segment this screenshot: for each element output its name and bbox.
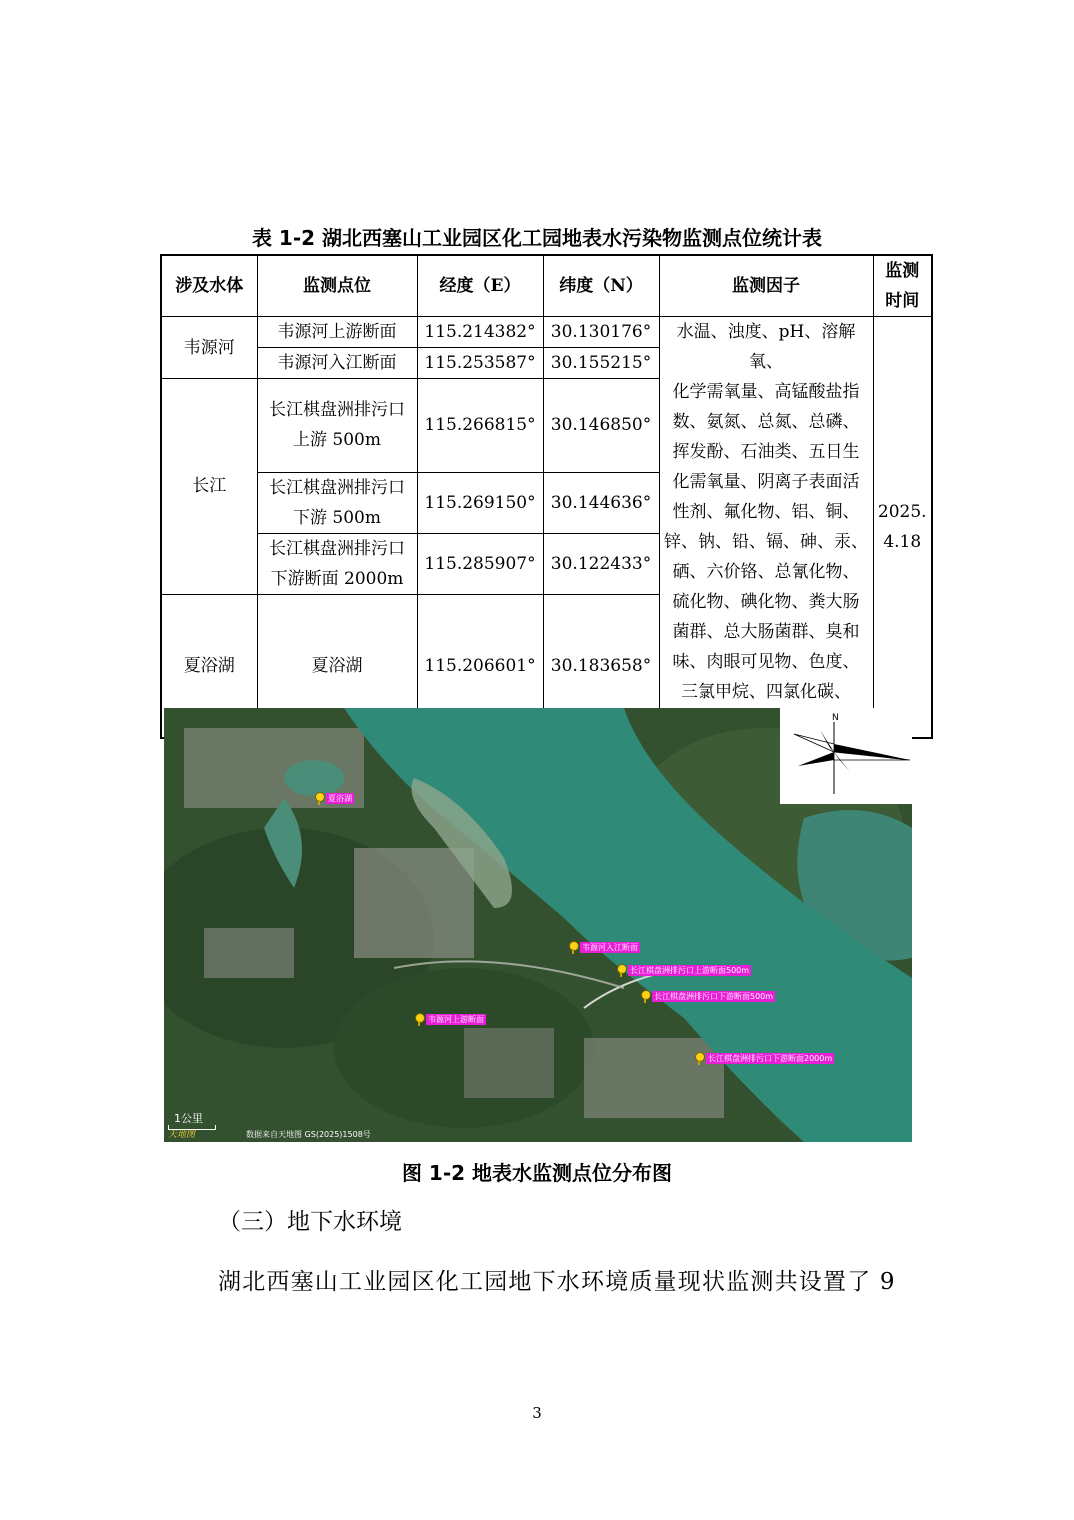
marker-yangtze-downstream-500m[interactable]: 长江棋盘洲排污口下游断面500m xyxy=(640,990,775,1003)
table-title: 表 1-2 湖北西塞山工业园区化工园地表水污染物监测点位统计表 xyxy=(251,226,823,250)
header-time: 监测 时间 xyxy=(873,255,932,317)
page-number: 3 xyxy=(532,1404,542,1422)
satellite-map xyxy=(164,708,912,1142)
latitude-cell: 30.146850° xyxy=(543,379,659,473)
header-latitude: 纬度（N） xyxy=(543,255,659,317)
table-header-row xyxy=(161,255,932,317)
map-credit: 数据来自天地图 GS(2025)1508号 xyxy=(246,1130,371,1139)
header-factors: 监测因子 xyxy=(659,255,873,317)
pin-icon xyxy=(694,1052,704,1065)
table-row xyxy=(161,317,932,348)
site-cell: 夏浴湖 xyxy=(257,594,417,738)
marker-yangtze-upstream-500m[interactable]: 长江棋盘洲排污口上游断面500m xyxy=(616,964,751,977)
water-body-cell: 夏浴湖 xyxy=(161,594,257,738)
marker-yangtze-downstream-2000m[interactable]: 长江棋盘洲排污口下游断面2000m xyxy=(694,1052,834,1065)
water-body-cell: 韦源河 xyxy=(161,317,257,379)
site-cell: 长江棋盘洲排污口 下游断面 2000m xyxy=(257,533,417,594)
latitude-cell: 30.130176° xyxy=(543,317,659,348)
section-heading: （三）地下水环境 xyxy=(218,1209,402,1235)
header-longitude: 经度（E） xyxy=(417,255,543,317)
latitude-cell: 30.155215° xyxy=(543,348,659,379)
longitude-cell: 115.214382° xyxy=(417,317,543,348)
longitude-cell: 115.266815° xyxy=(417,379,543,473)
pin-icon xyxy=(314,792,324,805)
map-scale-label: 1公里 xyxy=(174,1112,203,1125)
site-cell: 长江棋盘洲排污口 上游 500m xyxy=(257,379,417,473)
latitude-cell: 30.144636° xyxy=(543,472,659,533)
factors-cell: 水温、浊度、pH、溶解氧、 化学需氧量、高锰酸盐指 数、氨氮、总氮、总磷、 挥发酚、石油类、五日生 化需氧量、阴离子表面活 性剂、氟化物、铝、铜、 锌、钠、铅、镉、砷、汞、 硒、六价铬、总氰化物、 硫化物、碘化物、粪大肠 菌群、总大肠菌群、臭和 味、肉眼可见物、色度、 三氯甲烷、四氯化碳、 xyxy=(659,317,873,739)
compass-n-label: N xyxy=(832,713,839,723)
marker-xiayu-lake[interactable]: 夏浴湖 xyxy=(314,792,354,805)
pin-icon xyxy=(616,964,626,977)
body-paragraph: 湖北西塞山工业园区化工园地下水环境质量现状监测共设置了 9 xyxy=(218,1269,896,1295)
latitude-cell: 30.122433° xyxy=(543,533,659,594)
site-cell: 韦源河上游断面 xyxy=(257,317,417,348)
water-body-cell: 长江 xyxy=(161,379,257,595)
longitude-cell: 115.285907° xyxy=(417,533,543,594)
latitude-cell: 30.183658° xyxy=(543,594,659,738)
longitude-cell: 115.206601° xyxy=(417,594,543,738)
pin-icon xyxy=(568,941,578,954)
pin-icon xyxy=(640,990,650,1003)
header-site: 监测点位 xyxy=(257,255,417,317)
site-cell: 韦源河入江断面 xyxy=(257,348,417,379)
time-cell: 2025. 4.18 xyxy=(873,317,932,739)
marker-weiyuan-river-upstream[interactable]: 韦源河上游断面 xyxy=(414,1013,486,1026)
site-cell: 长江棋盘洲排污口 下游 500m xyxy=(257,472,417,533)
figure-caption: 图 1-2 地表水监测点位分布图 xyxy=(401,1161,673,1185)
map-logo: 天地图 xyxy=(168,1130,196,1140)
compass-icon xyxy=(780,708,912,804)
compass-box xyxy=(780,708,912,804)
longitude-cell: 115.253587° xyxy=(417,348,543,379)
header-water-body: 涉及水体 xyxy=(161,255,257,317)
longitude-cell: 115.269150° xyxy=(417,472,543,533)
marker-weiyuan-river-mouth[interactable]: 韦源河入江断面 xyxy=(568,941,640,954)
pin-icon xyxy=(414,1013,424,1026)
monitoring-table xyxy=(160,254,933,739)
